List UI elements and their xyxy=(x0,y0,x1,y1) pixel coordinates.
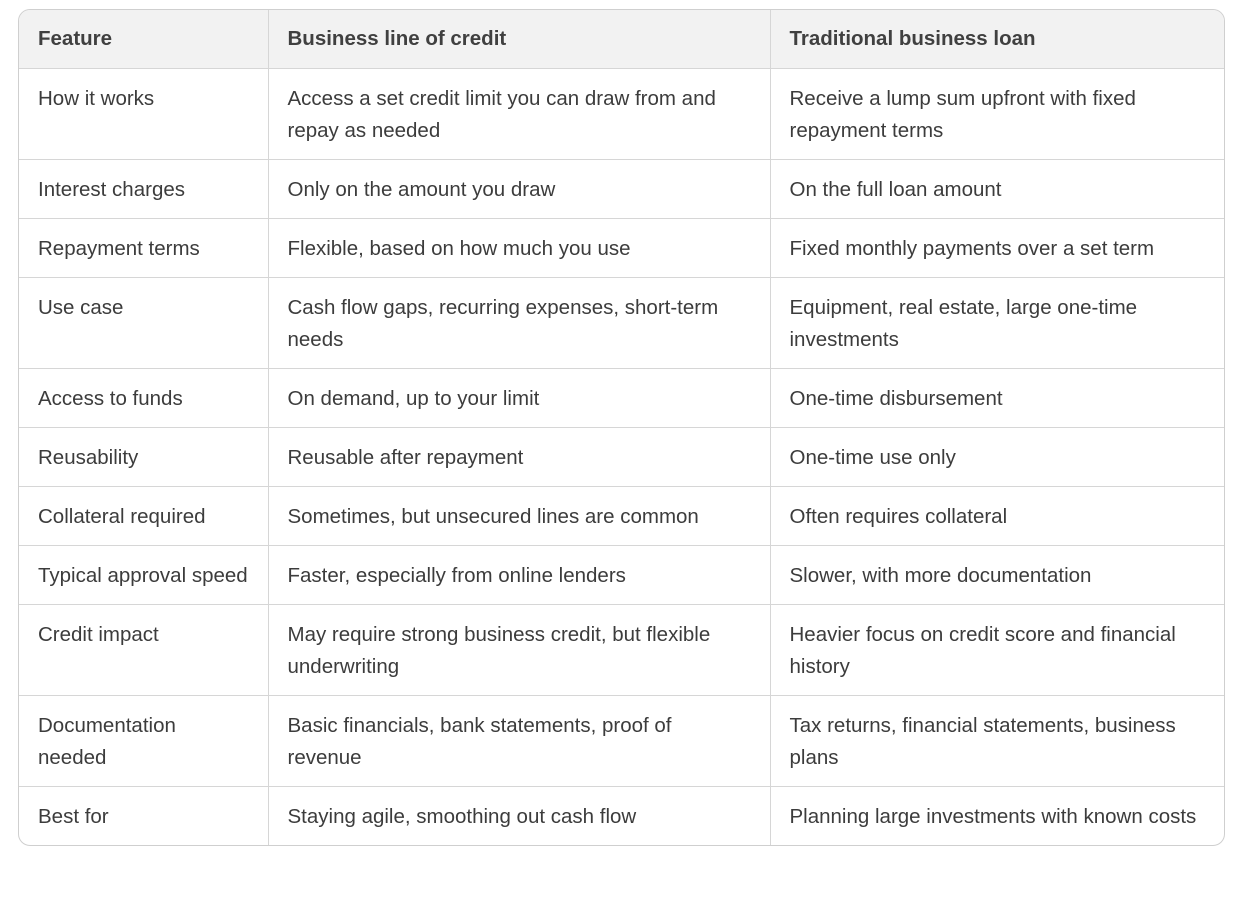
column-header-feature: Feature xyxy=(19,10,268,69)
table-row xyxy=(19,219,1224,278)
column-header-line-of-credit: Business line of credit xyxy=(268,10,770,69)
table-row xyxy=(19,369,1224,428)
table-row xyxy=(19,69,1224,160)
line-of-credit-cell: May require strong business credit, but flexible underwriting xyxy=(268,605,770,696)
feature-cell: Collateral required xyxy=(19,487,268,546)
table-row xyxy=(19,160,1224,219)
feature-cell: Reusability xyxy=(19,428,268,487)
feature-cell: Use case xyxy=(19,278,268,369)
feature-cell: Credit impact xyxy=(19,605,268,696)
table-row xyxy=(19,787,1224,846)
feature-cell: Repayment terms xyxy=(19,219,268,278)
table-row xyxy=(19,546,1224,605)
table-body xyxy=(19,69,1224,846)
business-loan-cell: Slower, with more documentation xyxy=(770,546,1224,605)
business-loan-cell: One-time use only xyxy=(770,428,1224,487)
table-header xyxy=(19,10,1224,69)
business-loan-cell: Tax returns, financial statements, business plans xyxy=(770,696,1224,787)
table-row xyxy=(19,428,1224,487)
business-loan-cell: On the full loan amount xyxy=(770,160,1224,219)
line-of-credit-cell: Cash flow gaps, recurring expenses, short-term needs xyxy=(268,278,770,369)
header-row xyxy=(19,10,1224,69)
line-of-credit-cell: Staying agile, smoothing out cash flow xyxy=(268,787,770,846)
business-loan-cell: Planning large investments with known costs xyxy=(789,805,1197,828)
feature-cell: Best for xyxy=(19,787,268,846)
column-header-business-loan: Traditional business loan xyxy=(770,10,1224,69)
feature-cell: Access to funds xyxy=(19,369,268,428)
feature-cell: Interest charges xyxy=(19,160,268,219)
line-of-credit-cell: Access a set credit limit you can draw from and repay as needed xyxy=(268,69,770,160)
business-loan-cell: Often requires collateral xyxy=(770,487,1224,546)
table-row xyxy=(19,487,1224,546)
line-of-credit-cell: Flexible, based on how much you use xyxy=(268,219,770,278)
table-row xyxy=(19,605,1224,696)
table-row xyxy=(19,696,1224,787)
business-loan-cell: Heavier focus on credit score and financial history xyxy=(770,605,1224,696)
comparison-table xyxy=(19,10,1224,845)
business-loan-cell: One-time disbursement xyxy=(770,369,1224,428)
line-of-credit-cell: Only on the amount you draw xyxy=(268,160,770,219)
line-of-credit-cell: Basic financials, bank statements, proof of revenue xyxy=(268,696,770,787)
feature-cell: Documentation needed xyxy=(19,696,268,787)
line-of-credit-cell: Sometimes, but unsecured lines are common xyxy=(268,487,770,546)
line-of-credit-cell: On demand, up to your limit xyxy=(268,369,770,428)
line-of-credit-cell: Faster, especially from online lenders xyxy=(268,546,770,605)
line-of-credit-cell: Reusable after repayment xyxy=(268,428,770,487)
business-loan-cell: Equipment, real estate, large one-time investments xyxy=(770,278,1224,369)
business-loan-cell: Receive a lump sum upfront with fixed repayment terms xyxy=(770,69,1224,160)
feature-cell: How it works xyxy=(19,69,268,160)
business-loan-cell: Fixed monthly payments over a set term xyxy=(770,219,1224,278)
table-row xyxy=(19,278,1224,369)
comparison-table-container xyxy=(18,9,1225,846)
feature-cell: Typical approval speed xyxy=(19,546,268,605)
